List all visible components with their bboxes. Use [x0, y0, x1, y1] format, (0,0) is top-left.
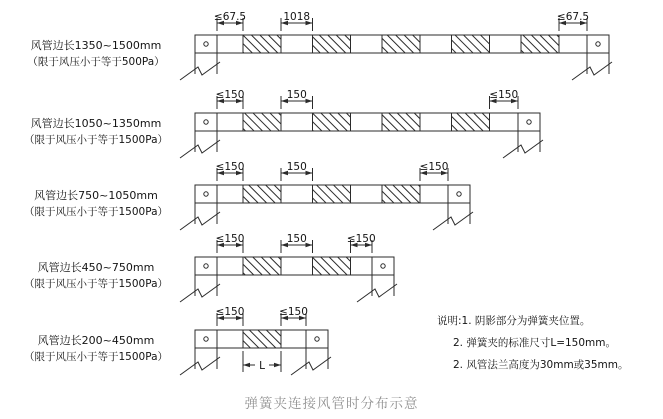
bolt-hole-icon: [457, 192, 461, 196]
duct-row-4: [180, 233, 397, 302]
note-line: 说明:1. 阴影部分为弹簧夹位置。: [437, 315, 591, 327]
spring-clip-zone: [382, 35, 420, 53]
spring-clip-zone: [521, 35, 559, 53]
dimension-label: 150: [286, 89, 307, 101]
bolt-hole-icon: [204, 337, 208, 341]
notes: [437, 310, 629, 376]
row-label-1: [6, 38, 186, 70]
break-mark: [180, 212, 220, 230]
duct-row-1: [180, 11, 612, 80]
pressure-limit-label: （限于风压小于等于1500Pa）: [23, 134, 169, 146]
break-mark: [180, 357, 220, 375]
dimension-label: ≤150: [489, 89, 519, 101]
dimension-label: ≤67.5: [213, 11, 247, 23]
spring-clip-zone: [382, 113, 420, 131]
break-mark: [291, 357, 331, 375]
spring-clip-zone: [313, 113, 351, 131]
spring-clip-zone: [243, 113, 281, 131]
break-mark: [357, 284, 397, 302]
break-mark: [180, 284, 220, 302]
duct-row-2: [180, 89, 543, 158]
row-label-4: [6, 260, 186, 292]
duct-size-label: 风管边长1050~1350mm: [30, 117, 162, 130]
bolt-hole-icon: [204, 120, 208, 124]
bolt-hole-icon: [596, 42, 600, 46]
bolt-hole-icon: [204, 192, 208, 196]
dimension-label: 1018: [283, 11, 311, 23]
dimension-label: ≤150: [346, 233, 376, 245]
spring-clip-zone: [243, 257, 281, 275]
pressure-limit-label: （限于风压小于等于1500Pa）: [23, 351, 169, 363]
duct-size-label: 风管边长750~1050mm: [34, 189, 158, 202]
dimension-label: 150: [286, 233, 307, 245]
duct-bar: [195, 257, 394, 275]
spring-clip-zone: [313, 35, 351, 53]
spring-clip-zone: [313, 185, 351, 203]
note-line: 2. 弹簧夹的标准尺寸L=150mm。: [453, 337, 617, 349]
duct-size-label: 风管边长1350~1500mm: [30, 39, 162, 52]
break-mark: [433, 212, 473, 230]
duct-size-label: 风管边长200~450mm: [37, 334, 155, 347]
dimension-label: L: [259, 360, 265, 372]
spring-clip-zone: [452, 35, 490, 53]
spring-clip-zone: [382, 185, 420, 203]
dimension-label: ≤150: [279, 306, 308, 318]
dimension-label: ≤67.5: [556, 11, 590, 23]
row-label-3: [6, 188, 186, 220]
duct-row-5: [180, 306, 331, 375]
break-mark: [572, 62, 612, 80]
row-label-2: [6, 116, 186, 148]
break-mark: [180, 62, 220, 80]
pressure-limit-label: （限于风压小于等于500Pa）: [27, 56, 165, 68]
spring-clip-zone: [452, 113, 490, 131]
spring-clip-zone: [313, 257, 351, 275]
bolt-hole-icon: [381, 264, 385, 268]
bolt-hole-icon: [315, 337, 319, 341]
spring-clip-zone: [243, 330, 281, 348]
pressure-limit-label: （限于风压小于等于1500Pa）: [23, 278, 169, 290]
dimension-label: ≤150: [215, 306, 245, 318]
dimension-label: ≤150: [215, 161, 245, 173]
dimension-label: ≤150: [419, 161, 449, 173]
duct-row-3: [180, 161, 473, 230]
dimension-label: ≤150: [215, 233, 245, 245]
note-line: 2. 风管法兰高度为30mm或35mm。: [453, 359, 629, 371]
spring-clip-zone: [243, 185, 281, 203]
bolt-hole-icon: [204, 42, 208, 46]
spring-clip-zone: [243, 35, 281, 53]
dimension-label: 150: [286, 161, 307, 173]
break-mark: [180, 140, 220, 158]
dimension-label: ≤150: [215, 89, 245, 101]
diagram-caption: 弹簧夹连接风管时分布示意: [244, 396, 419, 412]
bolt-hole-icon: [527, 120, 531, 124]
bolt-hole-icon: [204, 264, 208, 268]
pressure-limit-label: （限于风压小于等于1500Pa）: [23, 206, 169, 218]
row-label-5: [6, 333, 186, 365]
duct-size-label: 风管边长450~750mm: [37, 261, 155, 274]
break-mark: [503, 140, 543, 158]
